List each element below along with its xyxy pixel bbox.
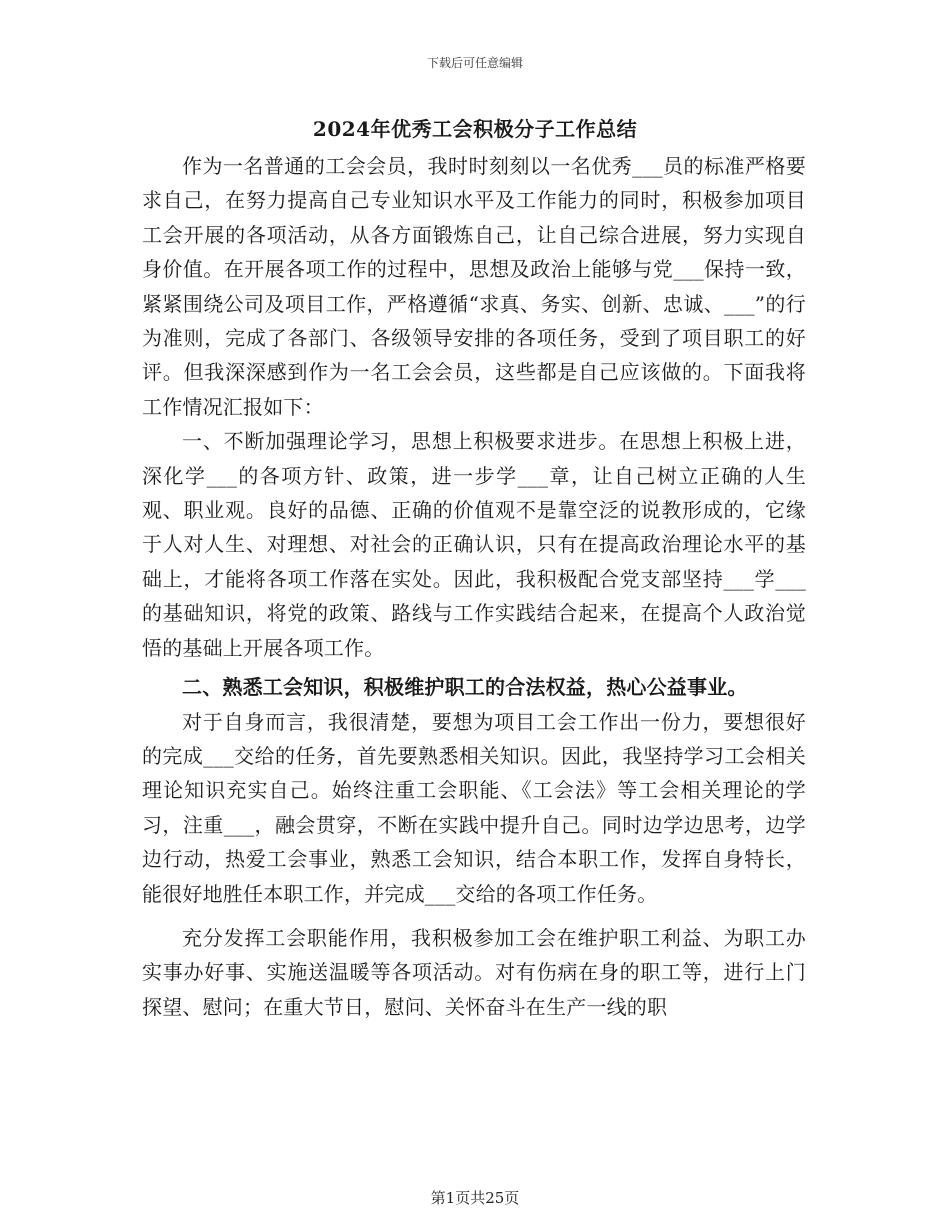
section-heading-2: 二、熟悉工会知识，积极维护职工的合法权益，热心公益事业。 bbox=[182, 675, 748, 700]
document-title: 2024年优秀工会积极分子工作总结 bbox=[312, 117, 638, 141]
paragraph-intro: 作为一名普通的工会会员，我时时刻刻以一名优秀___员的标准严格要求自己，在努力提高自己专业知识水平及工作能力的同时，积极参加项目工会开展的各项活动，从各方面锻炼自己，让自己综合进展，努力实现自身价值。在开展各项工作的过程中，思想及政治上能够与党___保持一致，紧紧围绕公司及项目工作，严格遵循“求真、务实、创新、忠诚、___”的行为准则，完成了各部门、各级领导安排的各项任务，受到了项目职工的好评。但我深深感到作为一名工会会员，这些都是自己应该做的。下面我将工作情况汇报如下： bbox=[142, 154, 806, 419]
document-body bbox=[142, 149, 806, 1024]
page-footer: 第1页共25页 bbox=[430, 1189, 520, 1207]
paragraph-section-2: 对于自身而言，我很清楚，要想为项目工会工作出一份力，要想很好的完成___交给的任务，首先要熟悉相关知识。因此，我坚持学习工会相关理论知识充实自己。始终注重工会职能、《工会法》等工会相关理论的学习，注重___，融会贯穿，不断在实践中提升自己。同时边学边思考，边学边行动，热爱工会事业，熟悉工会知识，结合本职工作，发挥自身特长，能很好地胜任本职工作，并完成___交给的各项工作任务。 bbox=[142, 709, 806, 906]
paragraph-section-1: 一、不断加强理论学习，思想上积极要求进步。在思想上积极上进，深化学___的各项方针、政策，进一步学___章，让自己树立正确的人生观、职业观。良好的品德、正确的价值观不是靠空泛的说教形成的，它缘于人对人生、对理想、对社会的正确认识，只有在提高政治理论水平的基础上，才能将各项工作落在实处。因此，我积极配合党支部坚持___学___的基础知识，将党的政策、路线与工作实践结合起来，在提高个人政治觉悟的基础上开展各项工作。 bbox=[142, 429, 806, 660]
paragraph-union-functions: 充分发挥工会职能作用，我积极参加工会在维护职工利益、为职工办实事办好事、实施送温暖等各项活动。对有伤病在身的职工等，进行上门探望、慰问；在重大节日，慰问、关怀奋斗在生产一线的职 bbox=[142, 925, 806, 1019]
header-note: 下载后可任意编辑 bbox=[426, 56, 523, 70]
